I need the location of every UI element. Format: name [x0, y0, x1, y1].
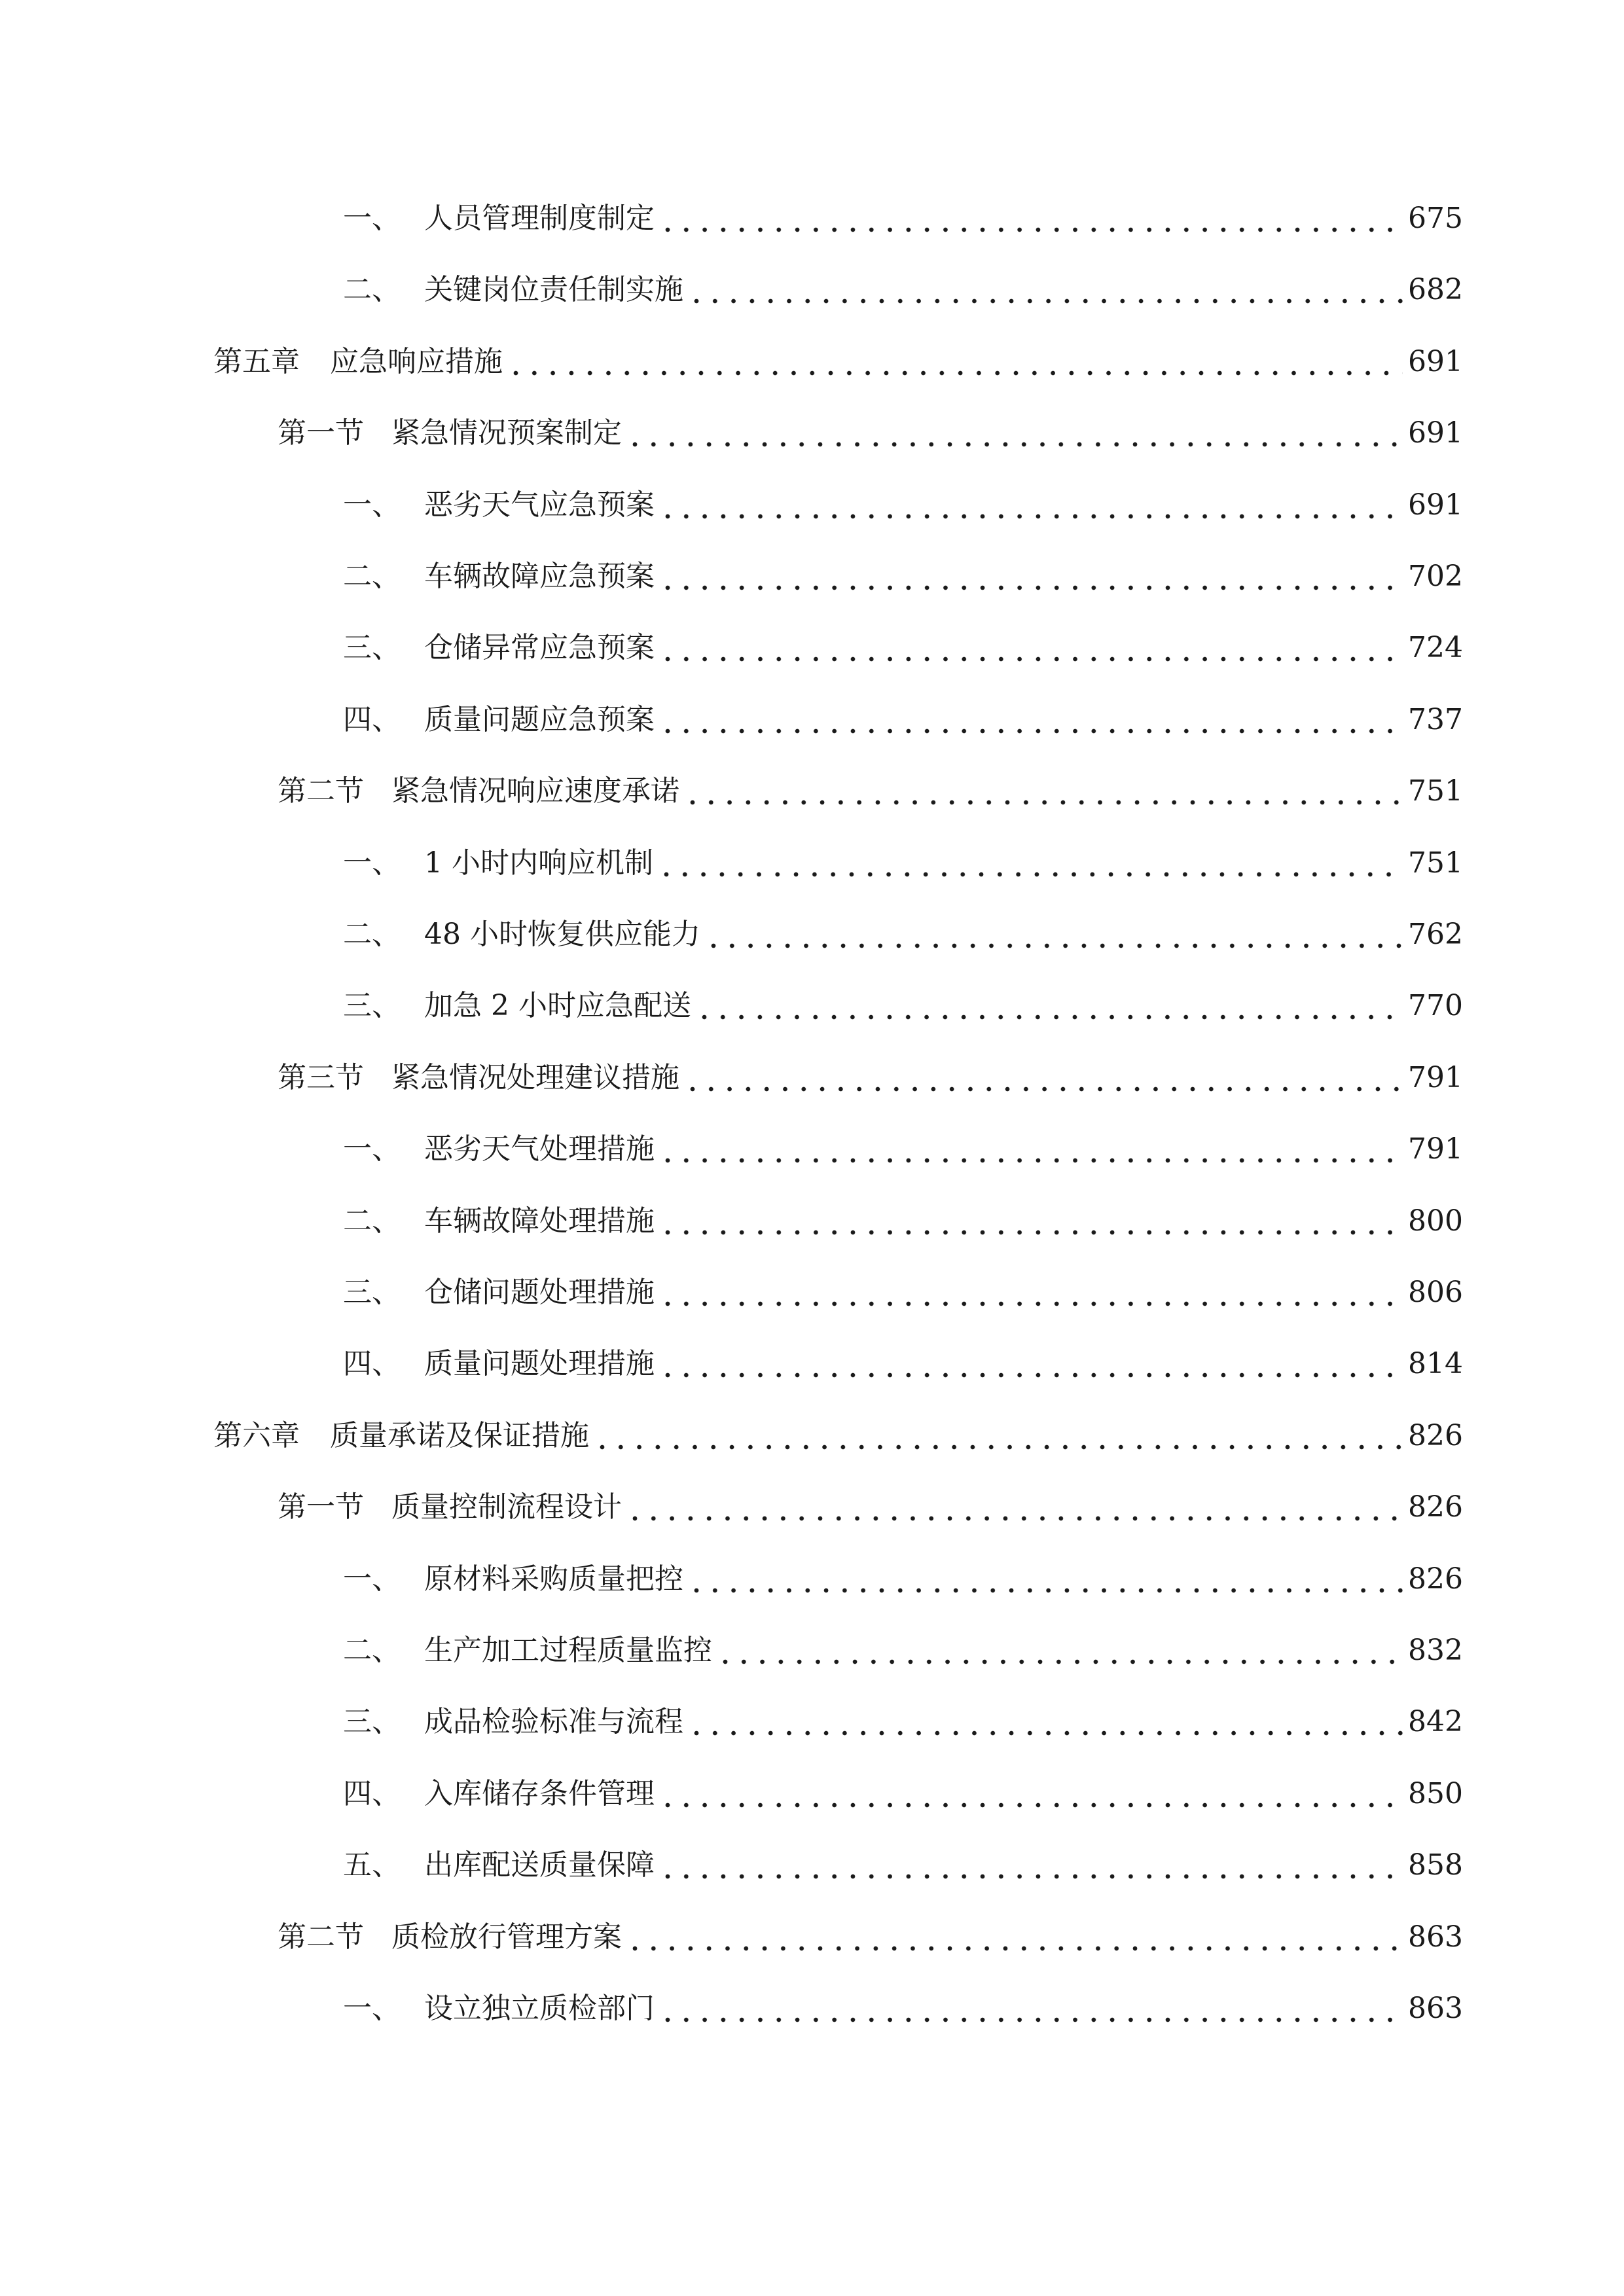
toc-entry-title: 48 小时恢复供应能力: [424, 918, 700, 951]
toc-entry-number: 第一节: [278, 1490, 364, 1524]
toc-entry[interactable]: [343, 691, 1463, 749]
toc-entry-page: 737: [1408, 703, 1463, 736]
toc-entry[interactable]: [343, 1765, 1463, 1823]
toc-entry-number: 三、: [343, 1705, 401, 1738]
toc-entry[interactable]: [343, 977, 1463, 1035]
toc-entry-title: 生产加工过程质量监控: [424, 1634, 712, 1667]
toc-entry-page: 850: [1408, 1777, 1463, 1810]
toc-entry-page: 675: [1408, 202, 1463, 235]
toc-entry-number: 二、: [343, 918, 401, 951]
toc-entry-number: 第三节: [278, 1061, 364, 1094]
toc-entry-title: 应急响应措施: [330, 345, 503, 378]
toc-entry-number: 二、: [343, 273, 401, 306]
toc-entry-page: 751: [1408, 774, 1463, 808]
toc-entry-title: 紧急情况处理建议措施: [391, 1061, 679, 1094]
toc-entry[interactable]: [343, 1263, 1463, 1322]
toc-entry-page: 842: [1408, 1705, 1463, 1738]
toc-entry-page: 702: [1408, 560, 1463, 593]
toc-entry-page: 691: [1408, 345, 1463, 378]
toc-entry[interactable]: [343, 476, 1463, 535]
toc-entry[interactable]: [343, 260, 1463, 319]
dot-leader: [664, 1979, 1403, 2038]
toc-entry-page: 832: [1408, 1634, 1463, 1667]
toc-entry-title: 车辆故障应急预案: [424, 560, 655, 593]
toc-entry-number: 第二节: [278, 1920, 364, 1954]
toc-entry[interactable]: [343, 1693, 1463, 1751]
dot-leader: [664, 1120, 1403, 1179]
toc-entry-number: 二、: [343, 560, 401, 593]
toc-entry[interactable]: [278, 762, 1463, 821]
toc-entry-title: 紧急情况响应速度承诺: [391, 774, 679, 808]
dot-leader: [721, 1621, 1403, 1680]
dot-leader: [598, 1407, 1403, 1465]
toc-entry-number: 第二节: [278, 774, 364, 808]
dot-leader: [664, 691, 1403, 749]
toc-entry-page: 691: [1408, 488, 1463, 522]
dot-leader: [631, 1908, 1403, 1967]
toc-entry-title: 原材料采购质量把控: [424, 1562, 683, 1596]
toc-entry[interactable]: [278, 404, 1463, 463]
toc-entry-number: 五、: [343, 1848, 401, 1882]
dot-leader: [710, 905, 1403, 964]
toc-entry-title: 恶劣天气处理措施: [424, 1132, 655, 1166]
toc-entry-title: 出库配送质量保障: [424, 1848, 655, 1882]
toc-entry-page: 826: [1408, 1562, 1463, 1596]
toc-entry-title: 仓储异常应急预案: [424, 631, 655, 664]
toc-entry-number: 第六章: [213, 1419, 300, 1452]
dot-leader: [664, 476, 1403, 535]
toc-entry-page: 724: [1408, 631, 1463, 664]
toc-entry-title: 成品检验标准与流程: [424, 1705, 683, 1738]
toc-entry-number: 四、: [343, 1347, 401, 1380]
toc-entry[interactable]: [278, 1478, 1463, 1537]
toc-entry-page: 800: [1408, 1204, 1463, 1238]
toc-entry-page: 814: [1408, 1347, 1463, 1380]
toc-entry-page: 682: [1408, 273, 1463, 306]
toc-entry[interactable]: [278, 1908, 1463, 1967]
toc-entry-number: 一、: [343, 1132, 401, 1166]
toc-entry[interactable]: [343, 905, 1463, 964]
toc-entry-page: 770: [1408, 989, 1463, 1022]
toc-entry-page: 858: [1408, 1848, 1463, 1882]
toc-entry-page: 691: [1408, 416, 1463, 450]
toc-entry-number: 一、: [343, 202, 401, 235]
toc-entry-title: 1 小时内响应机制: [424, 846, 653, 880]
dot-leader: [664, 1765, 1403, 1823]
dot-leader: [664, 189, 1403, 248]
toc-entry-number: 一、: [343, 846, 401, 880]
toc-entry[interactable]: [343, 189, 1463, 248]
dot-leader: [664, 547, 1403, 606]
toc-entry-title: 关键岗位责任制实施: [424, 273, 683, 306]
toc-entry-title: 入库储存条件管理: [424, 1777, 655, 1810]
toc-entry[interactable]: [213, 332, 1463, 391]
toc-entry-title: 设立独立质检部门: [424, 1992, 655, 2025]
toc-entry-number: 四、: [343, 703, 401, 736]
dot-leader: [689, 1049, 1403, 1107]
dot-leader: [664, 1335, 1403, 1393]
toc-entry-page: 791: [1408, 1132, 1463, 1166]
toc-entry-number: 第五章: [213, 345, 300, 378]
toc-entry-number: 三、: [343, 1276, 401, 1309]
toc-entry-number: 三、: [343, 989, 401, 1022]
dot-leader: [631, 1478, 1403, 1537]
toc-entry-title: 质量问题应急预案: [424, 703, 655, 736]
toc-entry-title: 仓储问题处理措施: [424, 1276, 655, 1309]
toc-entry-title: 车辆故障处理措施: [424, 1204, 655, 1238]
toc-entry[interactable]: [343, 1621, 1463, 1680]
toc-entry-title: 质量控制流程设计: [391, 1490, 622, 1524]
dot-leader: [631, 404, 1403, 463]
dot-leader: [664, 1836, 1403, 1895]
toc-entry[interactable]: [343, 1192, 1463, 1251]
toc-entry-page: 863: [1408, 1920, 1463, 1954]
toc-entry-number: 二、: [343, 1204, 401, 1238]
toc-entry-page: 826: [1408, 1490, 1463, 1524]
toc-entry-title: 加急 2 小时应急配送: [424, 989, 691, 1022]
dot-leader: [700, 977, 1403, 1035]
dot-leader: [512, 332, 1403, 391]
dot-leader: [664, 619, 1403, 677]
dot-leader: [689, 762, 1403, 821]
toc-entry-number: 第一节: [278, 416, 364, 450]
toc-entry-number: 二、: [343, 1634, 401, 1667]
toc-entry-title: 质量问题处理措施: [424, 1347, 655, 1380]
dot-leader: [662, 834, 1403, 893]
toc-entry-page: 751: [1408, 846, 1463, 880]
toc-entry[interactable]: [343, 619, 1463, 677]
toc-entry-title: 质检放行管理方案: [391, 1920, 622, 1954]
toc-entry-number: 一、: [343, 488, 401, 522]
toc-entry-page: 762: [1408, 918, 1463, 951]
dot-leader: [664, 1263, 1403, 1322]
toc-entry-number: 四、: [343, 1777, 401, 1810]
toc-entry-number: 三、: [343, 631, 401, 664]
toc-entry-title: 人员管理制度制定: [424, 202, 655, 235]
toc-entry-title: 恶劣天气应急预案: [424, 488, 655, 522]
toc-entry[interactable]: [343, 1120, 1463, 1179]
toc-entry[interactable]: [343, 1550, 1463, 1609]
toc-entry-page: 826: [1408, 1419, 1463, 1452]
toc-entry-title: 紧急情况预案制定: [391, 416, 622, 450]
dot-leader: [693, 1550, 1403, 1609]
toc-entry[interactable]: [343, 1335, 1463, 1393]
dot-leader: [664, 1192, 1403, 1251]
toc-entry-number: 一、: [343, 1992, 401, 2025]
toc-entry-page: 791: [1408, 1061, 1463, 1094]
toc-entry-page: 806: [1408, 1276, 1463, 1309]
dot-leader: [693, 260, 1403, 319]
toc-entry[interactable]: [343, 1979, 1463, 2038]
toc-entry[interactable]: [278, 1049, 1463, 1107]
toc-entry[interactable]: [343, 1836, 1463, 1895]
toc-entry-page: 863: [1408, 1992, 1463, 2025]
toc-entry-title: 质量承诺及保证措施: [330, 1419, 589, 1452]
toc-entry[interactable]: [343, 547, 1463, 606]
toc-entry[interactable]: [213, 1407, 1463, 1465]
dot-leader: [693, 1693, 1403, 1751]
toc-entry-number: 一、: [343, 1562, 401, 1596]
toc-entry[interactable]: [343, 834, 1463, 893]
